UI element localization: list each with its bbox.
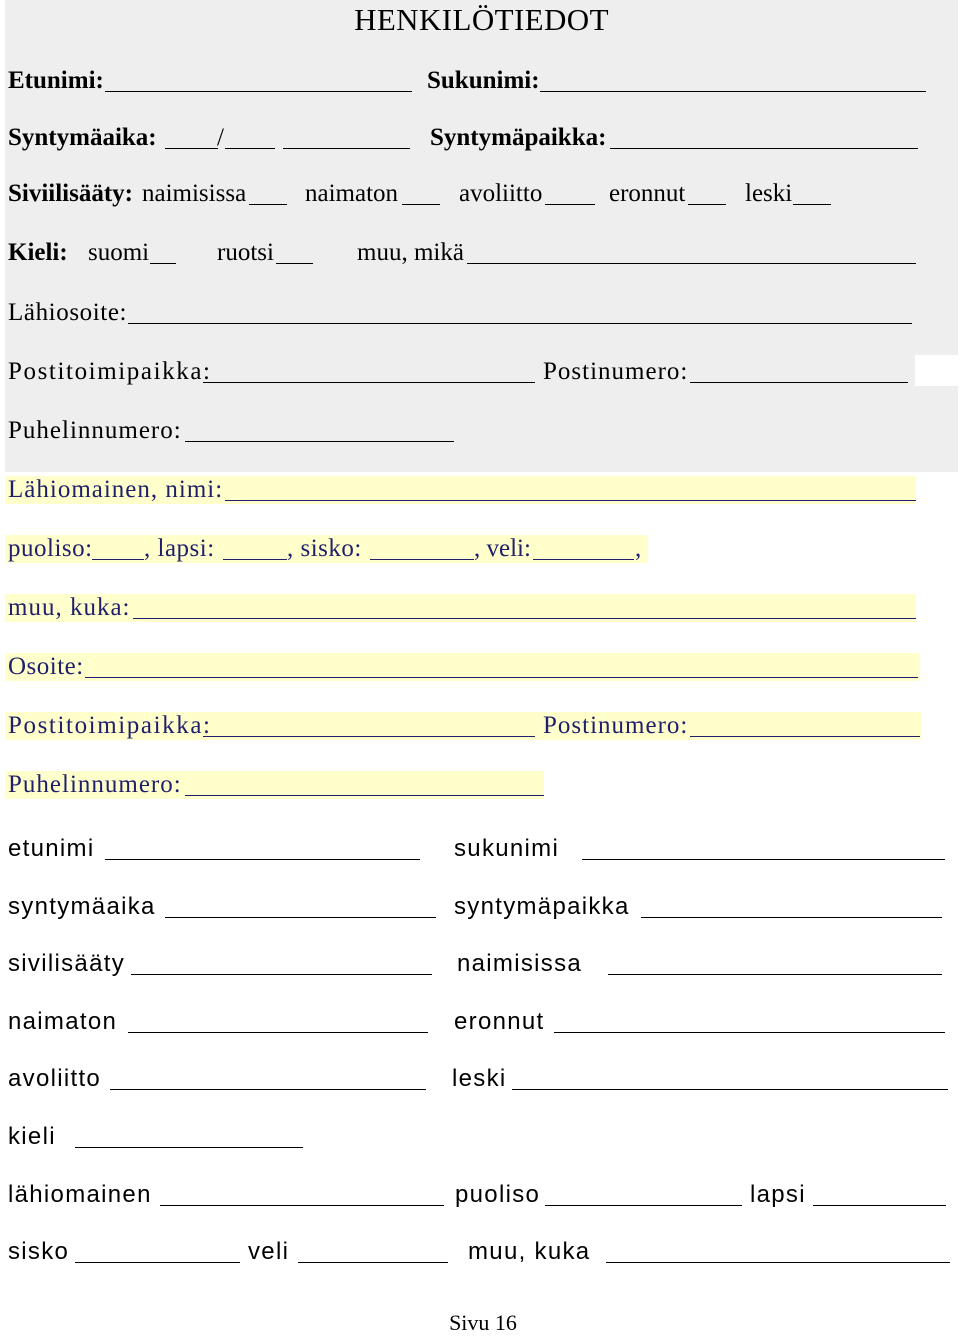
language-option-swedish: ruotsi	[217, 239, 274, 266]
next-of-kin-post-office-blank	[203, 736, 535, 737]
marital-option-divorced-blank	[688, 204, 726, 205]
field-birth-date-label: syntymäaika	[8, 893, 156, 920]
field-other-label: muu, kuka	[468, 1238, 591, 1265]
marital-status-label: Siviilisääty:	[8, 180, 134, 207]
last-name-blank	[540, 91, 926, 92]
phone-row	[0, 416, 960, 446]
field-list-row	[0, 1122, 960, 1152]
next-of-kin-relation-row	[0, 534, 960, 564]
relation-sister-blank	[370, 559, 474, 560]
next-of-kin-name-row	[0, 475, 960, 505]
field-birth-place-blank	[641, 917, 942, 918]
field-language-blank	[75, 1147, 303, 1148]
relation-spouse-blank	[92, 559, 144, 560]
next-of-kin-name-label: Lähiomainen, nimi:	[8, 476, 224, 503]
language-option-finnish-blank	[150, 263, 176, 264]
field-list-row	[0, 949, 960, 979]
field-first-name-label: etunimi	[8, 835, 95, 862]
relation-child-blank	[223, 559, 287, 560]
field-child-blank	[813, 1205, 946, 1206]
relation-spouse-label: puoliso:	[8, 535, 93, 562]
relation-brother-label: , veli:	[474, 535, 531, 562]
marital-option-married-blank	[249, 204, 287, 205]
relation-other-blank	[133, 618, 916, 619]
next-of-kin-phone-blank	[185, 795, 544, 796]
field-married-label: naimisissa	[457, 950, 583, 977]
page-number: Sivu 16	[449, 1310, 517, 1335]
next-of-kin-post-office-row	[0, 711, 960, 741]
next-of-kin-name-blank	[225, 500, 916, 501]
birth-date-slash: /	[217, 124, 224, 151]
page-title: HENKILÖTIEDOT	[354, 2, 609, 37]
field-language-label: kieli	[8, 1123, 56, 1150]
marital-option-divorced: eronnut	[609, 180, 686, 207]
field-spouse-blank	[545, 1205, 742, 1206]
field-spouse-label: puoliso	[455, 1181, 541, 1208]
field-first-name-blank	[105, 859, 420, 860]
field-marital-status-label: sivilisääty	[8, 950, 125, 977]
field-cohabiting-blank	[110, 1089, 426, 1090]
field-widowed-blank	[512, 1089, 948, 1090]
next-of-kin-other-row	[0, 593, 960, 623]
field-other-blank	[606, 1262, 950, 1263]
phone-label: Puhelinnumero:	[8, 417, 182, 444]
field-sister-label: sisko	[8, 1238, 70, 1265]
first-name-blank	[105, 91, 412, 92]
next-of-kin-post-office-label: Postitoimipaikka:	[8, 712, 212, 739]
field-brother-blank	[298, 1262, 448, 1263]
postal-code-blank	[690, 382, 908, 383]
field-widowed-label: leski	[452, 1065, 507, 1092]
marital-option-cohabiting: avoliitto	[459, 180, 543, 207]
phone-blank	[185, 441, 454, 442]
next-of-kin-address-row	[0, 652, 960, 682]
field-child-label: lapsi	[750, 1181, 806, 1208]
relation-trailing-comma: ,	[635, 535, 642, 562]
field-last-name-blank	[582, 859, 945, 860]
field-list-row	[0, 1007, 960, 1037]
birth-row	[0, 123, 960, 153]
street-address-label: Lähiosoite:	[8, 299, 128, 326]
post-office-row	[0, 357, 960, 387]
field-next-of-kin-label: lähiomainen	[8, 1181, 152, 1208]
language-option-swedish-blank	[276, 263, 313, 264]
marital-option-unmarried-blank	[402, 204, 440, 205]
field-list-row	[0, 834, 960, 864]
next-of-kin-phone-row	[0, 770, 960, 800]
field-brother-label: veli	[248, 1238, 290, 1265]
relation-brother-blank	[533, 559, 634, 560]
field-list-row	[0, 892, 960, 922]
field-next-of-kin-blank	[160, 1205, 444, 1206]
field-divorced-label: eronnut	[454, 1008, 545, 1035]
birth-year-blank	[283, 148, 410, 149]
postal-code-label: Postinumero:	[543, 358, 689, 385]
next-of-kin-address-blank	[85, 677, 918, 678]
marital-option-married: naimisissa	[142, 180, 247, 207]
birth-place-label: Syntymäpaikka:	[430, 124, 607, 151]
field-list-row	[0, 1180, 960, 1210]
name-row	[0, 66, 960, 96]
next-of-kin-phone-label: Puhelinnumero:	[8, 771, 182, 798]
language-label: Kieli:	[8, 239, 68, 266]
marital-option-unmarried: naimaton	[305, 180, 399, 207]
street-address-row	[0, 298, 960, 328]
birth-date-label: Syntymäaika:	[8, 124, 157, 151]
language-option-other: muu, mikä	[357, 239, 464, 266]
street-address-blank	[128, 323, 912, 324]
marital-option-cohabiting-blank	[545, 204, 595, 205]
field-cohabiting-label: avoliitto	[8, 1065, 102, 1092]
marital-option-widowed: leski	[745, 180, 793, 207]
relation-other-label: muu, kuka:	[8, 594, 131, 621]
language-row	[0, 238, 960, 268]
language-option-finnish: suomi	[88, 239, 150, 266]
field-last-name-label: sukunimi	[454, 835, 560, 862]
field-birth-place-label: syntymäpaikka	[454, 893, 630, 920]
field-unmarried-label: naimaton	[8, 1008, 118, 1035]
marital-status-row	[0, 179, 960, 209]
birth-place-blank	[610, 148, 918, 149]
birth-month-blank	[225, 148, 275, 149]
field-sister-blank	[75, 1262, 240, 1263]
next-of-kin-postal-code-blank	[690, 736, 920, 737]
field-list-row	[0, 1064, 960, 1094]
field-marital-status-blank	[131, 974, 432, 975]
language-option-other-blank	[467, 263, 916, 264]
field-divorced-blank	[554, 1032, 945, 1033]
post-office-label: Postitoimipaikka:	[8, 358, 212, 385]
field-list-row	[0, 1237, 960, 1267]
field-birth-date-blank	[165, 917, 436, 918]
birth-day-blank	[165, 148, 218, 149]
field-married-blank	[608, 974, 942, 975]
marital-option-widowed-blank	[793, 204, 831, 205]
next-of-kin-postal-code-label: Postinumero:	[543, 712, 689, 739]
post-office-blank	[203, 382, 535, 383]
relation-child-label: , lapsi:	[144, 535, 215, 562]
relation-sister-label: , sisko:	[287, 535, 362, 562]
first-name-label: Etunimi:	[8, 67, 104, 94]
next-of-kin-address-label: Osoite:	[8, 653, 84, 680]
last-name-label: Sukunimi:	[427, 67, 540, 94]
field-unmarried-blank	[128, 1032, 428, 1033]
